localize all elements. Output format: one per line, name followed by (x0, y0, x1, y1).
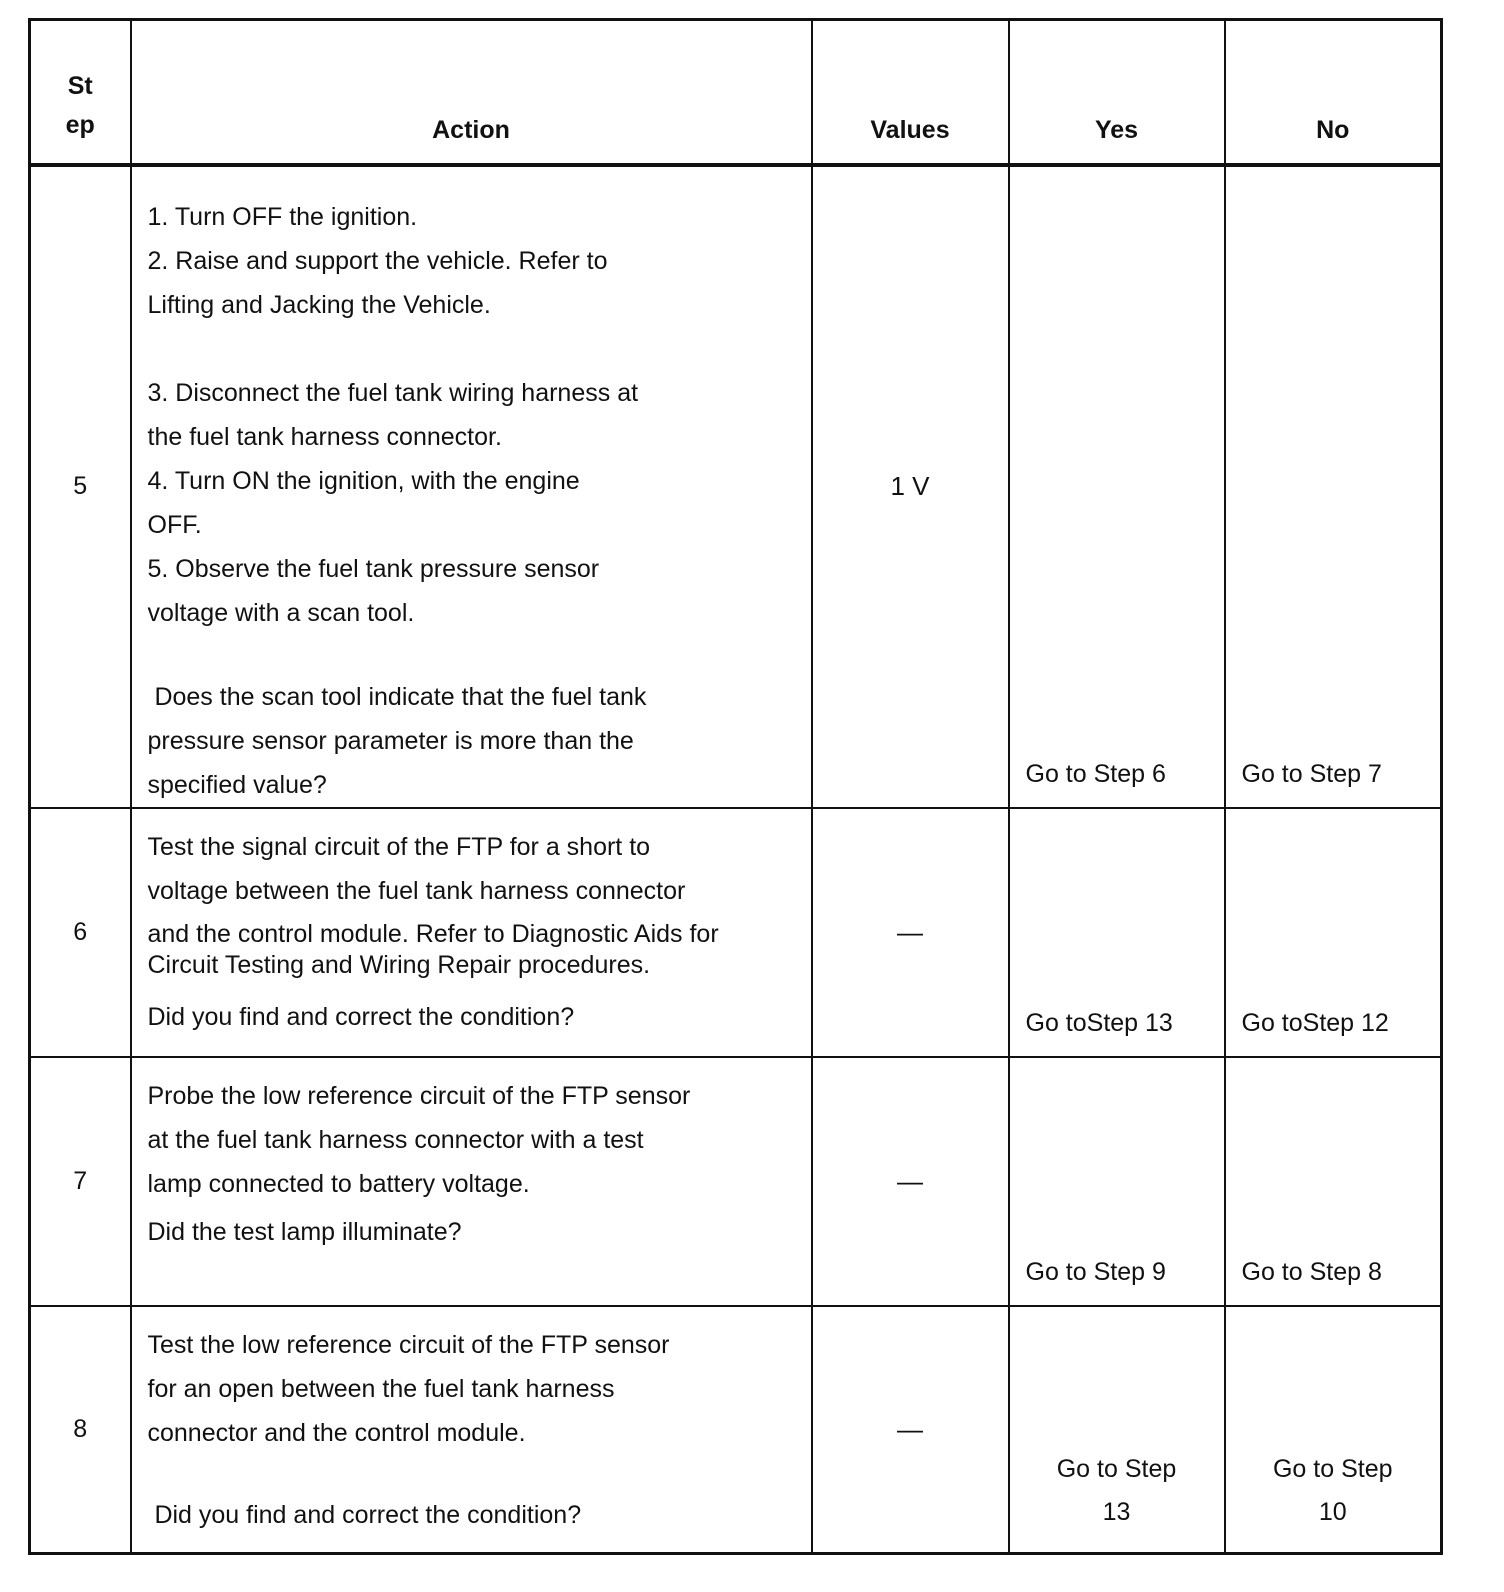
action-line: OFF. (147, 510, 202, 539)
table-row (30, 1057, 1442, 1306)
yes-link[interactable] (1009, 1306, 1225, 1554)
action-question: specified value? (147, 770, 327, 799)
action-line: Test the signal circuit of the FTP for a short to (147, 832, 651, 861)
yes-link[interactable]: Go to Step 6 (1009, 165, 1225, 808)
no-link[interactable]: Go to Step 7 (1225, 165, 1442, 808)
table-row (30, 808, 1442, 1057)
header-values: Values (812, 20, 1009, 165)
action-line: for an open between the fuel tank harness (147, 1374, 615, 1403)
action-line: voltage with a scan tool. (147, 598, 415, 627)
yes-link-line: Go to Step (1056, 1455, 1177, 1483)
action-line: the fuel tank harness connector. (147, 422, 502, 451)
action-question: Did the test lamp illuminate? (147, 1217, 462, 1246)
no-link-line: 10 (1318, 1498, 1347, 1526)
step-number: 6 (30, 808, 131, 1057)
action-line: at the fuel tank harness connector with a test (147, 1125, 644, 1154)
action-cell (131, 1306, 812, 1554)
no-link[interactable] (1225, 1306, 1442, 1554)
action-spacer (148, 327, 801, 371)
no-link-line: Go to Step (1272, 1455, 1393, 1483)
step-number: 5 (30, 165, 131, 808)
yes-link-line: 13 (1102, 1498, 1131, 1526)
action-spacer (148, 1455, 801, 1493)
yes-link[interactable]: Go to Step 9 (1009, 1057, 1225, 1306)
action-spacer (148, 635, 801, 675)
value-cell: — (812, 808, 1009, 1057)
step-number: 8 (30, 1306, 131, 1554)
no-link[interactable]: Go toStep 12 (1225, 808, 1442, 1057)
step-number: 7 (30, 1057, 131, 1306)
action-cell (131, 1057, 812, 1306)
action-line: lamp connected to battery voltage. (147, 1169, 530, 1198)
action-line: connector and the control module. (147, 1418, 526, 1447)
action-question: Did you find and correct the condition? (147, 1500, 582, 1529)
header-step: St ep (30, 20, 131, 165)
action-cell (131, 165, 812, 808)
action-question: Did you find and correct the condition? (147, 1002, 575, 1031)
yes-link[interactable]: Go toStep 13 (1009, 808, 1225, 1057)
action-line: and the control module. Refer to Diagnostic Aids for (147, 919, 719, 948)
action-line: 1. Turn OFF the ignition. (147, 202, 418, 231)
no-link[interactable]: Go to Step 8 (1225, 1057, 1442, 1306)
header-action: Action (131, 20, 812, 165)
action-question: pressure sensor parameter is more than the (147, 726, 634, 755)
action-line: 2. Raise and support the vehicle. Refer to (147, 246, 608, 275)
header-no: No (1225, 20, 1442, 165)
action-line: Test the low reference circuit of the FTP sensor (147, 1330, 670, 1359)
header-yes: Yes (1009, 20, 1225, 165)
action-line: Circuit Testing and Wiring Repair procedures. (147, 950, 651, 979)
action-cell (131, 808, 812, 1057)
action-line: voltage between the fuel tank harness connector (147, 876, 686, 905)
diagnostic-table (28, 18, 1443, 1555)
action-question: Does the scan tool indicate that the fuel tank (147, 682, 647, 711)
table-row (30, 1306, 1442, 1554)
action-line: 4. Turn ON the ignition, with the engine (147, 466, 580, 495)
value-cell: — (812, 1306, 1009, 1554)
header-row (30, 20, 1442, 165)
action-line: Lifting and Jacking the Vehicle. (147, 290, 491, 319)
table-row (30, 165, 1442, 808)
action-line: Probe the low reference circuit of the FTP sensor (147, 1081, 691, 1110)
action-line: 5. Observe the fuel tank pressure sensor (147, 554, 600, 583)
action-line: 3. Disconnect the fuel tank wiring harness at (147, 378, 639, 407)
value-cell: 1 V (812, 165, 1009, 808)
value-cell: — (812, 1057, 1009, 1306)
